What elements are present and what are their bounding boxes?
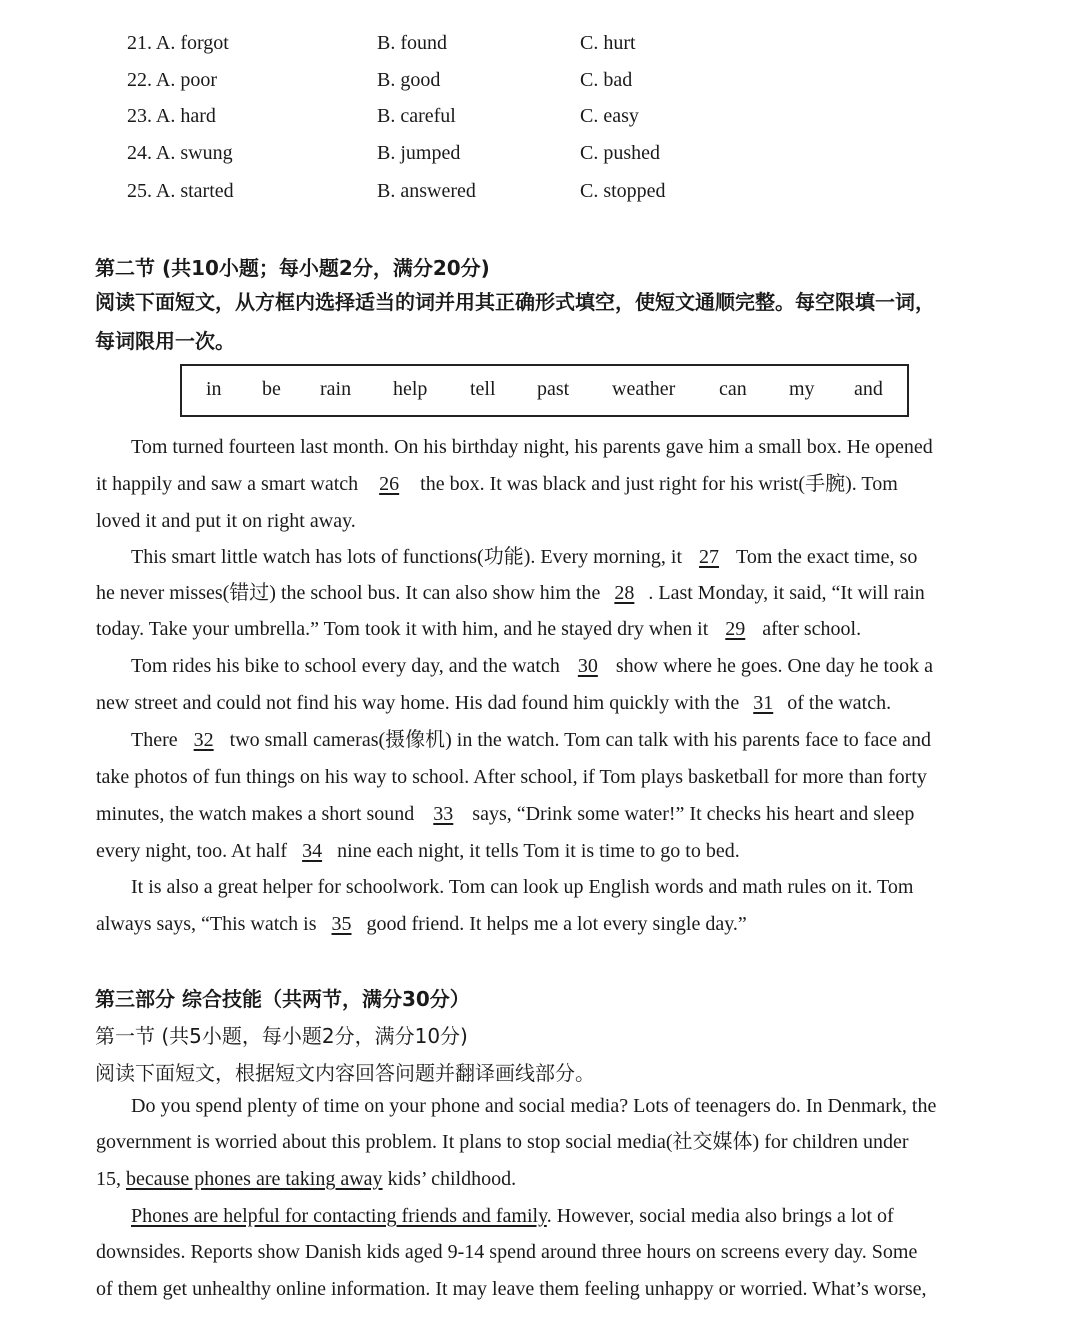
option-row (0, 101, 1080, 131)
word-option: and (854, 378, 883, 400)
option-b: B. answered (377, 180, 476, 202)
option-b: B. jumped (377, 142, 461, 164)
blank-31: 31 (753, 692, 774, 714)
passage-line: every night, too. At half 34 nine each night, it tells Tom it is time to go to bed. (96, 835, 996, 867)
option-a: 23. A. hard (127, 105, 216, 127)
word-option: be (262, 378, 281, 400)
passage-line: 15, because phones are taking away kids’ childhood. (96, 1168, 517, 1190)
option-a: 24. A. swung (127, 142, 233, 164)
blank-33: 33 (433, 803, 454, 825)
option-c: C. bad (580, 69, 633, 91)
option-a: 21. A. forgot (127, 32, 229, 54)
blank-35: 35 (331, 913, 352, 935)
section-title: 第二节 (共10小题；每小题2分，满分20分) (95, 256, 490, 280)
option-row (0, 28, 1080, 58)
passage-line: today. Take your umbrella.” Tom took it with him, and he stayed dry when it 29 after school. (96, 613, 996, 645)
option-a: 25. A. started (127, 180, 234, 202)
section-instruction: 阅读下面短文，根据短文内容回答问题并翻译画线部分。 (95, 1061, 595, 1085)
blank-32: 32 (193, 729, 214, 751)
passage-line: always says, “This watch is 35 good friend. It helps me a lot every single day.” (96, 908, 996, 940)
blank-29: 29 (725, 618, 746, 640)
word-option: my (789, 378, 815, 400)
option-c: C. pushed (580, 142, 660, 164)
blank-30: 30 (577, 655, 598, 677)
option-row (0, 65, 1080, 95)
section-instruction: 每词限用一次。 (95, 329, 235, 353)
word-option: can (719, 378, 747, 400)
section-title: 第一节 (共5小题，每小题2分，满分10分) (95, 1024, 468, 1048)
passage-line: This smart little watch has lots of functions(功能). Every morning, it 27 Tom the exact time, so (131, 541, 1031, 573)
passage-line: new street and could not find his way home. His dad found him quickly with the 31 of the watch. (96, 687, 996, 719)
passage-line: minutes, the watch makes a short sound 33 says, “Drink some water!” It checks his heart and sleep (96, 798, 996, 830)
underlined-phrase: because phones are taking away (126, 1168, 383, 1190)
option-a: 22. A. poor (127, 69, 217, 91)
word-option: past (537, 378, 570, 400)
passage-line: There 32 two small cameras(摄像机) in the watch. Tom can talk with his parents face to face and (131, 724, 1031, 756)
passage-line: It is also a great helper for schoolwork. Tom can look up English words and math rules on it. Tom (131, 876, 914, 898)
word-option: help (393, 378, 428, 400)
passage-line: Tom turned fourteen last month. On his birthday night, his parents gave him a small box. He opened (131, 436, 933, 458)
blank-34: 34 (302, 840, 323, 862)
word-option: rain (320, 378, 352, 400)
section-instruction: 阅读下面短文，从方框内选择适当的词并用其正确形式填空，使短文通顺完整。每空限填一词， (95, 290, 935, 314)
option-row (0, 138, 1080, 168)
passage-line: of them get unhealthy online information. It may leave them feeling unhappy or worried. What’s worse, (96, 1278, 927, 1300)
blank-28: 28 (614, 582, 635, 604)
option-b: B. good (377, 69, 441, 91)
passage-line: government is worried about this problem. It plans to stop social media(社交媒体) for children under (96, 1131, 909, 1153)
passage-line: downsides. Reports show Danish kids aged 9-14 spend around three hours on screens every day. Some (96, 1241, 918, 1263)
passage-line: take photos of fun things on his way to school. After school, if Tom plays basketball for more than forty (96, 766, 927, 788)
option-b: B. careful (377, 105, 456, 127)
passage-line: loved it and put it on right away. (96, 510, 356, 532)
passage-line: Phones are helpful for contacting friends and family. However, social media also brings a lot of (131, 1205, 894, 1227)
passage-line: he never misses(错过) the school bus. It can also show him the 28 . Last Monday, it said, “It will rain (96, 577, 996, 609)
option-c: C. easy (580, 105, 639, 127)
word-box (180, 364, 909, 417)
word-option: in (206, 378, 222, 400)
passage-line: Tom rides his bike to school every day, and the watch 30 show where he goes. One day he took a (131, 650, 1031, 682)
passage-line: Do you spend plenty of time on your phone and social media? Lots of teenagers do. In Denmark, the (131, 1095, 937, 1117)
word-option: tell (470, 378, 496, 400)
blank-26: 26 (379, 473, 400, 495)
part-title: 第三部分 综合技能（共两节，满分30分） (95, 987, 470, 1011)
blank-27: 27 (699, 546, 720, 568)
option-row (0, 176, 1080, 206)
underlined-phrase: Phones are helpful for contacting friends and family (131, 1205, 547, 1227)
option-b: B. found (377, 32, 447, 54)
passage-line: it happily and saw a smart watch 26 the box. It was black and just right for his wrist(手腕). Tom (96, 468, 996, 500)
option-c: C. hurt (580, 32, 636, 54)
word-option: weather (612, 378, 676, 400)
option-c: C. stopped (580, 180, 666, 202)
